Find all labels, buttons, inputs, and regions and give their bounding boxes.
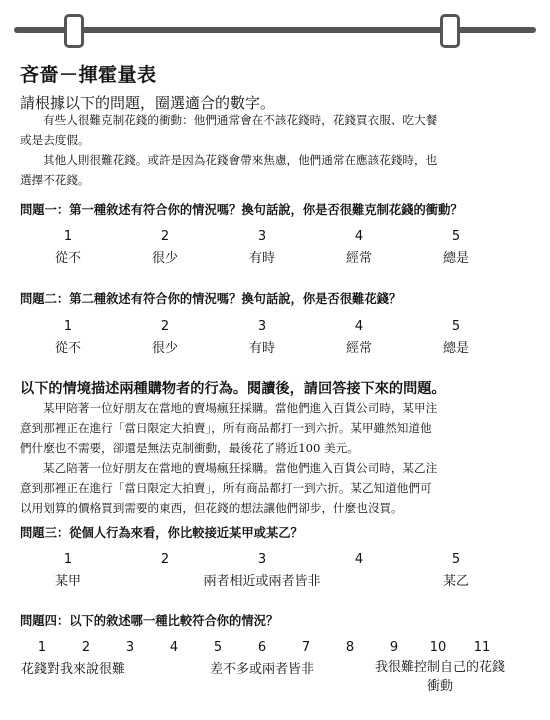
scale-option[interactable]: 2: [160, 319, 170, 334]
scale-option[interactable]: 4: [169, 640, 179, 655]
scale-option[interactable]: 4: [354, 552, 364, 567]
scale-label: 有時: [248, 251, 276, 266]
question-1: 問題一：第一種敘述有符合你的情況嗎？換句話說，你是否很難克制花錢的衝動？: [20, 203, 463, 217]
binder-bar: [0, 0, 550, 60]
scenario-heading: 以下的情境描述兩種購物者的行為。閱讀後，請回答接下來的問題。: [20, 381, 446, 397]
scale-option[interactable]: 2: [160, 552, 170, 567]
scale-option[interactable]: 9: [389, 640, 399, 655]
scale-option[interactable]: 1: [63, 229, 73, 244]
binder-ring-left: [64, 14, 84, 48]
scale-option[interactable]: 3: [257, 319, 267, 334]
scale-option[interactable]: 4: [354, 319, 364, 334]
scale-option[interactable]: 3: [257, 229, 267, 244]
scale-label: 某甲: [54, 574, 82, 589]
question-3-scale: [0, 552, 550, 592]
scale-option[interactable]: 2: [160, 229, 170, 244]
question-1-scale: [0, 229, 550, 269]
scale-option[interactable]: 1: [63, 552, 73, 567]
scale-label: 經常: [345, 251, 373, 266]
question-4-scale: [0, 640, 550, 700]
question-2: 問題二：第二種敘述有符合你的情況嗎？換句話說，你是否很難花錢？: [20, 292, 402, 306]
question-4: 問題四：以下的敘述哪一種比較符合你的情況？: [20, 614, 279, 628]
scale-label: 我很難控制自己的花錢衝動: [374, 660, 505, 694]
scale-label: 某乙: [442, 574, 470, 589]
scale-option[interactable]: 8: [345, 640, 355, 655]
scenario-line: 某乙陪著一位好朋友在當地的賣場瘋狂採購。當他們進入百貨公司時，某乙注: [43, 461, 438, 475]
question-2-scale: [0, 319, 550, 359]
scale-label: 很少: [151, 341, 179, 356]
scale-option[interactable]: 2: [81, 640, 91, 655]
scenario-paragraph: [20, 398, 520, 518]
scale-option[interactable]: 11: [473, 640, 491, 655]
scale-label: 有時: [248, 341, 276, 356]
scenario-line: 意到那裡正在進行「當日限定大拍賣」，所有商品都打一到六折。某乙知道他們可: [20, 481, 432, 495]
scale-option[interactable]: 3: [125, 640, 135, 655]
scale-label: 總是: [442, 341, 470, 356]
instruction: 請根據以下的問題，圈選適合的數字。: [20, 94, 276, 112]
scale-label: 經常: [345, 341, 373, 356]
intro-line: 其他人則很難花錢。或許是因為花錢會帶來焦慮，他們通常在應該花錢時，也: [43, 153, 438, 167]
scale-label: 兩者相近或兩者皆非: [203, 574, 321, 589]
intro-paragraph: [20, 110, 520, 190]
scale-label: 花錢對我來說很難: [20, 662, 126, 677]
intro-line: 有些人很難克制花錢的衝動：他們通常會在不該花錢時，花錢買衣服、吃大餐: [43, 113, 438, 127]
scenario-line: 以用划算的價格買到需要的東西，但花錢的想法讓他們卻步，什麼也沒買。: [20, 501, 403, 515]
scale-option[interactable]: 1: [63, 319, 73, 334]
scale-label: 差不多或兩者皆非: [209, 662, 315, 677]
binder-ring-right: [440, 14, 460, 48]
intro-line: 或是去度假。: [20, 133, 90, 147]
scale-option[interactable]: 6: [257, 640, 267, 655]
scale-label: 總是: [442, 251, 470, 266]
scale-option[interactable]: 4: [354, 229, 364, 244]
scale-option[interactable]: 5: [451, 229, 461, 244]
scenario-line: 意到那裡正在進行「當日限定大拍賣」，所有商品都打一到六折。某甲雖然知道他: [20, 421, 432, 435]
scenario-line: 們什麼也不需要，卻還是無法克制衝動，最後花了將近100 美元。: [20, 441, 359, 455]
scale-label: 很少: [151, 251, 179, 266]
scale-option[interactable]: 5: [451, 319, 461, 334]
scale-option[interactable]: 5: [213, 640, 223, 655]
question-3: 問題三：從個人行為來看，你比較接近某甲或某乙？: [20, 526, 303, 540]
scale-option[interactable]: 1: [37, 640, 47, 655]
page-title: 吝嗇－揮霍量表: [20, 64, 157, 86]
scale-label: 從不: [54, 251, 82, 266]
scale-label: 從不: [54, 341, 82, 356]
scale-option[interactable]: 10: [429, 640, 447, 655]
scale-option[interactable]: 7: [301, 640, 311, 655]
scale-option[interactable]: 5: [451, 552, 461, 567]
scenario-line: 某甲陪著一位好朋友在當地的賣場瘋狂採購。當他們進入百貨公司時，某甲注: [43, 401, 438, 415]
scale-option[interactable]: 3: [257, 552, 267, 567]
intro-line: 選擇不花錢。: [20, 173, 90, 187]
